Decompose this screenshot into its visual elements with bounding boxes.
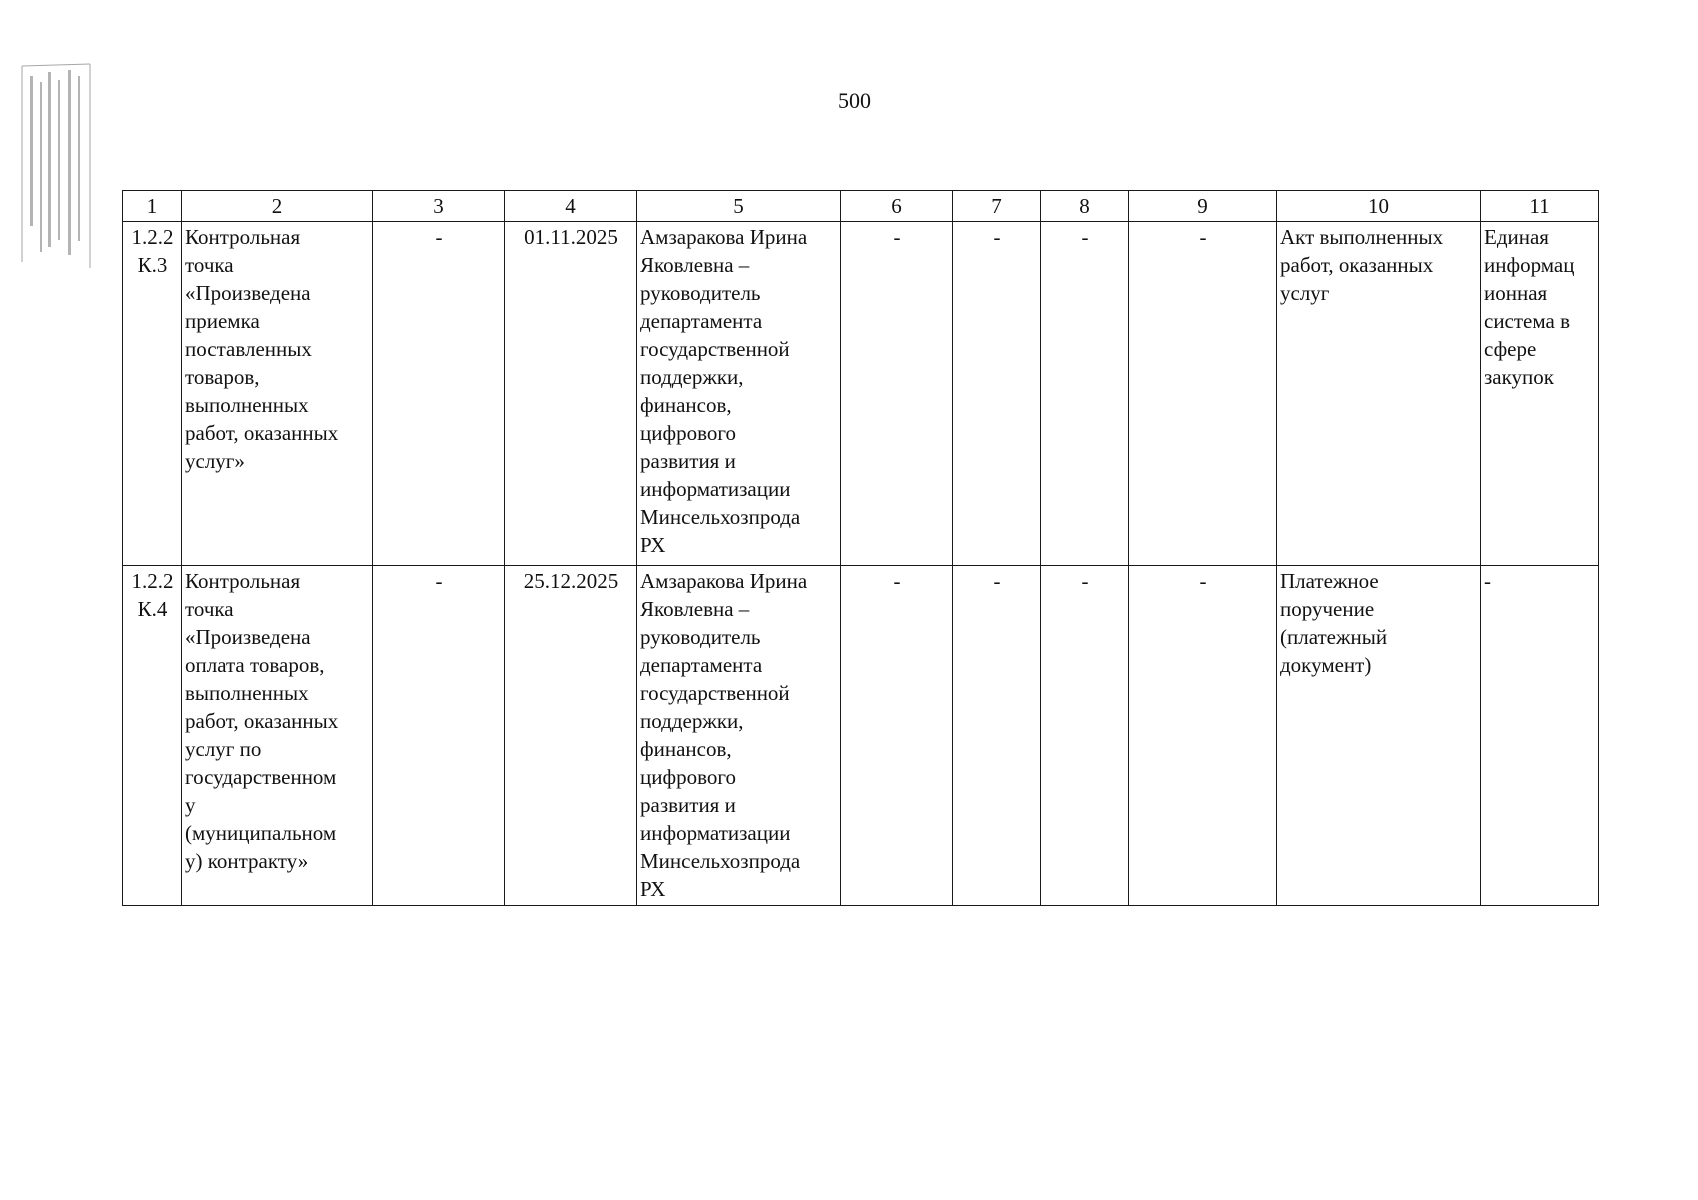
column-header: 8 <box>1041 191 1129 222</box>
information-system-cell: - <box>1481 566 1599 906</box>
responsible-person-cell: Амзаракова Ирина Яковлевна – руководитель департамента государственной поддержки, финансов, цифрового развития и информатизации Минсельхозпрода РХ <box>637 566 841 906</box>
table-cell: - <box>373 222 505 566</box>
column-header: 9 <box>1129 191 1277 222</box>
column-header: 4 <box>505 191 637 222</box>
table-row <box>123 566 1599 906</box>
table-cell: - <box>841 566 953 906</box>
table-cell: - <box>953 566 1041 906</box>
row-number-cell: 1.2.2 К.4 <box>123 566 182 906</box>
header-row <box>123 191 1599 222</box>
table-cell: - <box>373 566 505 906</box>
column-header: 5 <box>637 191 841 222</box>
table-cell: - <box>1041 222 1129 566</box>
date-cell: 25.12.2025 <box>505 566 637 906</box>
column-header: 7 <box>953 191 1041 222</box>
column-header: 1 <box>123 191 182 222</box>
column-header: 6 <box>841 191 953 222</box>
row-number-cell: 1.2.2 К.3 <box>123 222 182 566</box>
column-header: 10 <box>1277 191 1481 222</box>
responsible-person-cell: Амзаракова Ирина Яковлевна – руководитель департамента государственной поддержки, финансов, цифрового развития и информатизации Минсельхозпрода РХ <box>637 222 841 566</box>
official-stamp-mark <box>18 62 96 270</box>
column-header: 11 <box>1481 191 1599 222</box>
document-type-cell: Акт выполненных работ, оказанных услуг <box>1277 222 1481 566</box>
control-points-table <box>122 190 1599 906</box>
table-cell: - <box>1041 566 1129 906</box>
page-number: 500 <box>838 88 871 113</box>
control-point-name-cell: Контрольная точка «Произведена приемка поставленных товаров, выполненных работ, оказанных услуг» <box>182 222 373 566</box>
control-point-name-cell: Контрольная точка «Произведена оплата товаров, выполненных работ, оказанных услуг по государственном у (муниципальном у) контракту» <box>182 566 373 906</box>
column-header: 3 <box>373 191 505 222</box>
date-cell: 01.11.2025 <box>505 222 637 566</box>
information-system-cell: Единая информац ионная система в сфере закупок <box>1481 222 1599 566</box>
table-row <box>123 222 1599 566</box>
document-type-cell: Платежное поручение (платежный документ) <box>1277 566 1481 906</box>
column-header: 2 <box>182 191 373 222</box>
table-cell: - <box>1129 566 1277 906</box>
table-cell: - <box>1129 222 1277 566</box>
table-cell: - <box>841 222 953 566</box>
table-cell: - <box>953 222 1041 566</box>
